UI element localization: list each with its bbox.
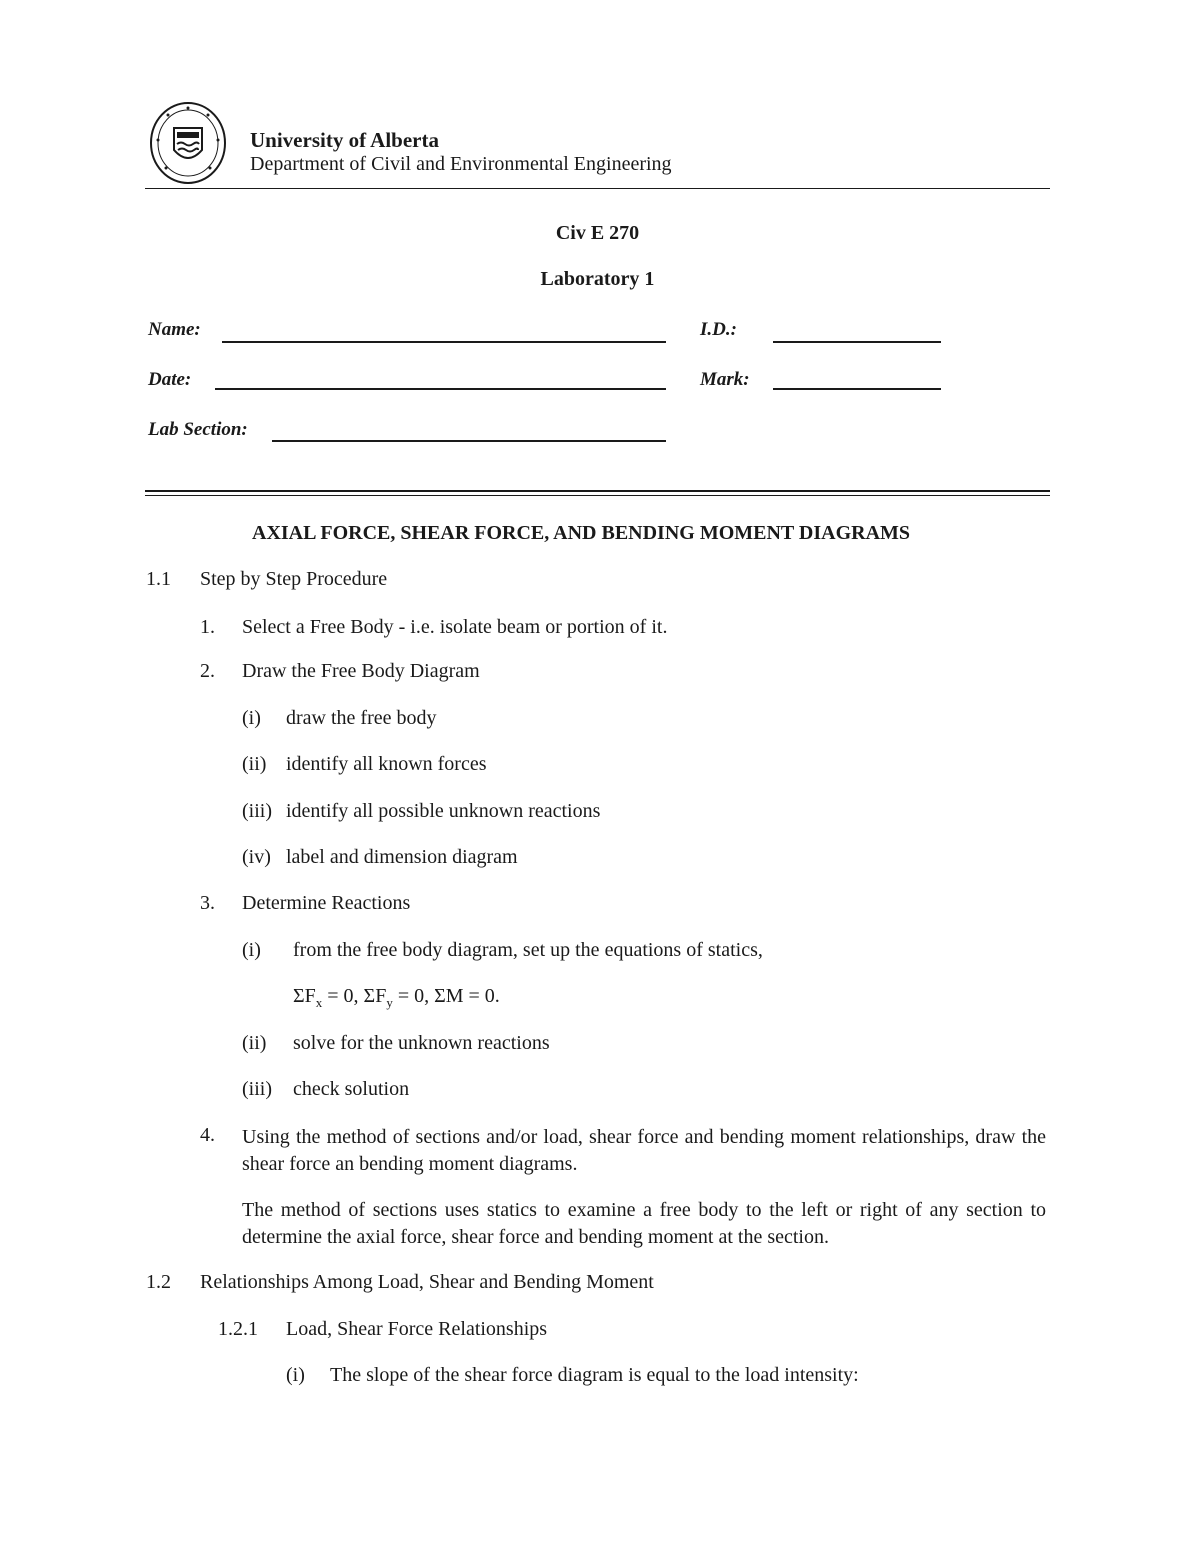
method-note: The method of sections uses statics to examine a free body to the left or right of any section to determine the axial force, shear force and bending moment at the section.	[242, 1199, 1046, 1248]
substep-text: label and dimension diagram	[286, 846, 518, 868]
university-seal-icon	[148, 100, 228, 186]
substep-text: draw the free body	[286, 707, 437, 729]
id-field[interactable]	[773, 341, 941, 343]
university-name: University of Alberta	[250, 128, 439, 152]
section-title: Relationships Among Load, Shear and Bending Moment	[200, 1271, 654, 1293]
section-number: 1.2	[146, 1271, 171, 1293]
form-divider-thin	[145, 495, 1050, 496]
date-label: Date:	[148, 369, 192, 390]
step-number: 2.	[200, 660, 215, 682]
step-number: 1.	[200, 616, 215, 638]
date-field[interactable]	[215, 388, 666, 390]
header-divider	[145, 188, 1050, 189]
step-text: Draw the Free Body Diagram	[242, 660, 480, 682]
substep-text: check solution	[293, 1078, 410, 1100]
substep-number: (i)	[242, 939, 261, 961]
id-label: I.D.:	[700, 319, 737, 340]
name-label: Name:	[148, 319, 201, 340]
substep-number: (ii)	[242, 753, 267, 775]
lab-title: Laboratory 1	[540, 268, 655, 290]
subsection-title: Load, Shear Force Relationships	[286, 1318, 548, 1340]
mark-label: Mark:	[700, 369, 750, 390]
substep-text: from the free body diagram, set up the equations of statics,	[293, 939, 763, 961]
statics-equations: $\Sigma F_x = 0$, $\Sigma F_y = 0$, ΣM = 0.	[293, 985, 500, 1010]
mark-field[interactable]	[773, 388, 941, 390]
substep-text: identify all possible unknown reactions	[286, 800, 601, 822]
step-number: 3.	[200, 892, 215, 914]
substep-number: (ii)	[242, 1032, 267, 1054]
substep-number: (i)	[242, 707, 261, 729]
form-divider	[145, 490, 1050, 492]
lab-section-field[interactable]	[272, 440, 666, 442]
lab-section-label: Lab Section:	[148, 419, 248, 440]
section-title: Step by Step Procedure	[200, 568, 388, 590]
step-number: 4.	[200, 1124, 215, 1146]
name-field[interactable]	[222, 341, 666, 343]
substep-number: (i)	[286, 1364, 305, 1386]
substep-text: identify all known forces	[286, 753, 487, 775]
step-text: Select a Free Body - i.e. isolate beam or portion of it.	[242, 616, 668, 638]
substep-text: The slope of the shear force diagram is equal to the load intensity:	[330, 1364, 859, 1386]
section-heading: AXIAL FORCE, SHEAR FORCE, AND BENDING MOMENT DIAGRAMS	[252, 522, 911, 544]
section-number: 1.1	[146, 568, 171, 590]
substep-text: solve for the unknown reactions	[293, 1032, 550, 1054]
substep-number: (iii)	[242, 800, 272, 822]
subsection-number: 1.2.1	[218, 1318, 258, 1340]
substep-number: (iii)	[242, 1078, 272, 1100]
step-text: Determine Reactions	[242, 892, 411, 914]
course-title: Civ E 270	[555, 222, 640, 244]
substep-number: (iv)	[242, 846, 271, 868]
department-name: Department of Civil and Environmental Engineering	[250, 153, 672, 175]
step-text: Using the method of sections and/or load, shear force and bending moment relationships, draw the shear force an bending moment diagrams.	[242, 1126, 1046, 1175]
